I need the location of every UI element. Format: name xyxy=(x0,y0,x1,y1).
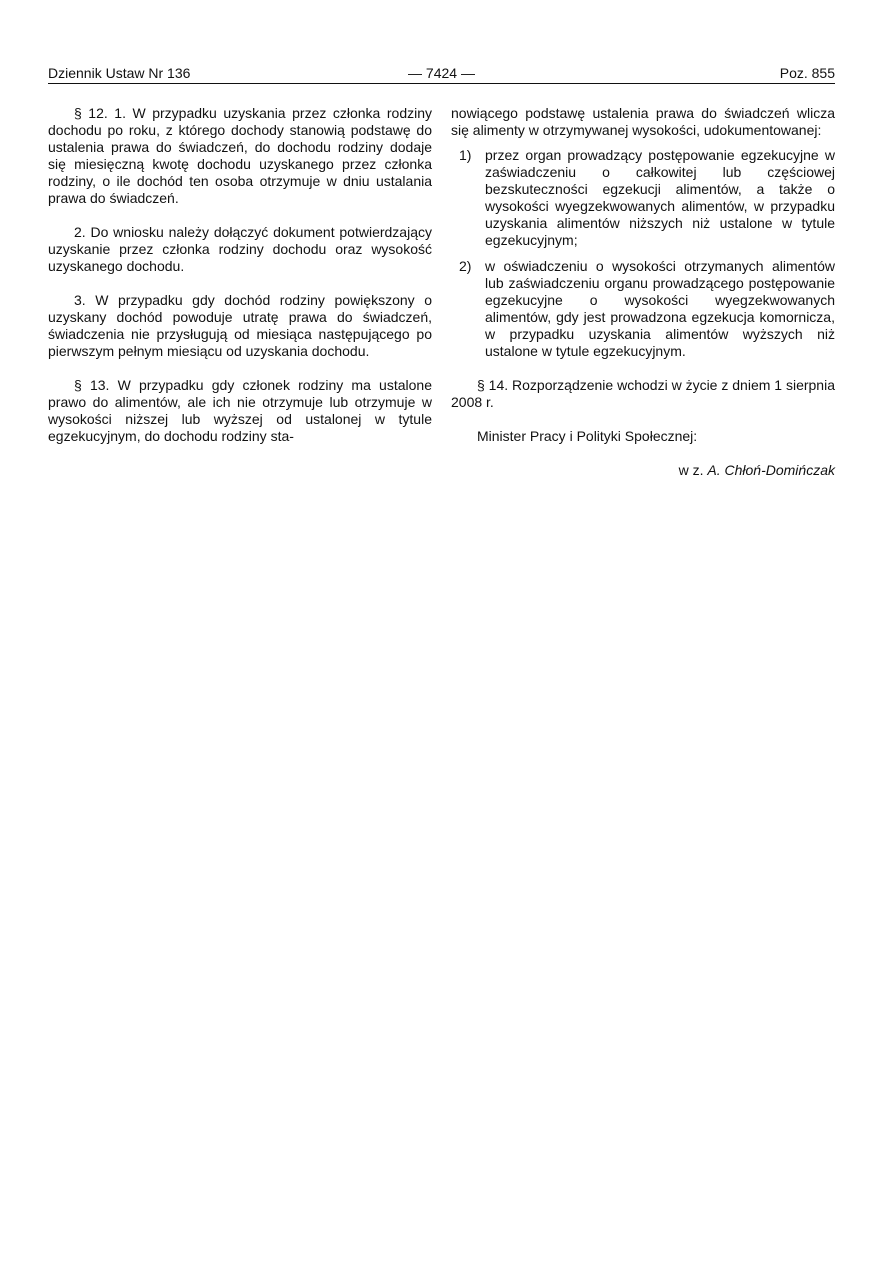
list-text: przez organ prowadzący postępowanie egzekucyjne w zaświadczeniu o całkowitej lub częściowej bezskuteczności egzekucji alimentów, a także o wysokości wyegzekwowanych alimentów, w przypadku uzyskania alimentów niższych niż ustalone w tytule egzekucyjnym; xyxy=(485,147,835,248)
list-text: w oświadczeniu o wysokości otrzymanych alimentów lub zaświadczeniu organu prowadzącego postępowanie egzekucyjne o wysokości wyegzekwowanych alimentów, gdy jest prowadzona egzekucja komornicza, w przypadku uzyskania alimentów wyższych niż ustalone w tytule egzekucyjnym. xyxy=(485,258,835,359)
left-column xyxy=(48,105,432,462)
right-column xyxy=(451,105,835,496)
paragraph-12-2: 2. Do wniosku należy dołączyć dokument potwierdzający uzyskanie przez członka rodziny dochodu oraz wysokość uzyskanego dochodu. xyxy=(48,224,432,274)
signature-title: Minister Pracy i Polityki Społecznej: xyxy=(477,428,698,444)
signatory-name: A. Chłoń-Domińczak xyxy=(707,462,835,478)
signature-name xyxy=(451,462,835,479)
signature-prefix: w z. xyxy=(678,462,704,478)
journal-title: Dziennik Ustaw Nr 136 xyxy=(48,65,191,81)
paragraph-12-3: 3. W przypadku gdy dochód rodziny powiększony o uzyskany dochód powoduje utratę prawa do świadczeń, świadczenia nie przysługują od miesiąca następującego po pierwszym pełnym miesiącu od uzyskania dochodu. xyxy=(48,292,432,359)
page-number: — 7424 — xyxy=(408,65,475,81)
position-number: Poz. 855 xyxy=(779,65,835,81)
page-header xyxy=(48,64,835,82)
paragraph-13-continued: nowiącego podstawę ustalenia prawa do świadczeń wlicza się alimenty w otrzymywanej wysokości, udokumentowanej: xyxy=(451,105,835,138)
list-item-1 xyxy=(459,147,835,249)
list-number: 2) xyxy=(459,258,472,274)
paragraph-12-1: § 12. 1. W przypadku uzyskania przez członka rodziny dochodu po roku, z którego dochody stanowią podstawę do ustalenia prawa do świadczeń, do dochodu rodziny dodaje się miesięczną kwotę dochodu uzyskanego przez członka rodziny, o ile dochód ten osoba otrzymuje w dniu ustalania prawa do świadczeń. xyxy=(48,105,432,206)
header-rule xyxy=(48,83,835,84)
paragraph-13: § 13. W przypadku gdy członek rodziny ma ustalone prawo do alimentów, ale ich nie otrzymuje lub otrzymuje w wysokości niższej lub wyższej od ustalonej w tytule egzekucyjnym, do dochodu rodziny sta- xyxy=(48,377,432,444)
list-item-2 xyxy=(459,258,835,360)
paragraph-14: § 14. Rozporządzenie wchodzi w życie z dniem 1 sierpnia 2008 r. xyxy=(451,377,835,410)
list-number: 1) xyxy=(459,147,472,163)
